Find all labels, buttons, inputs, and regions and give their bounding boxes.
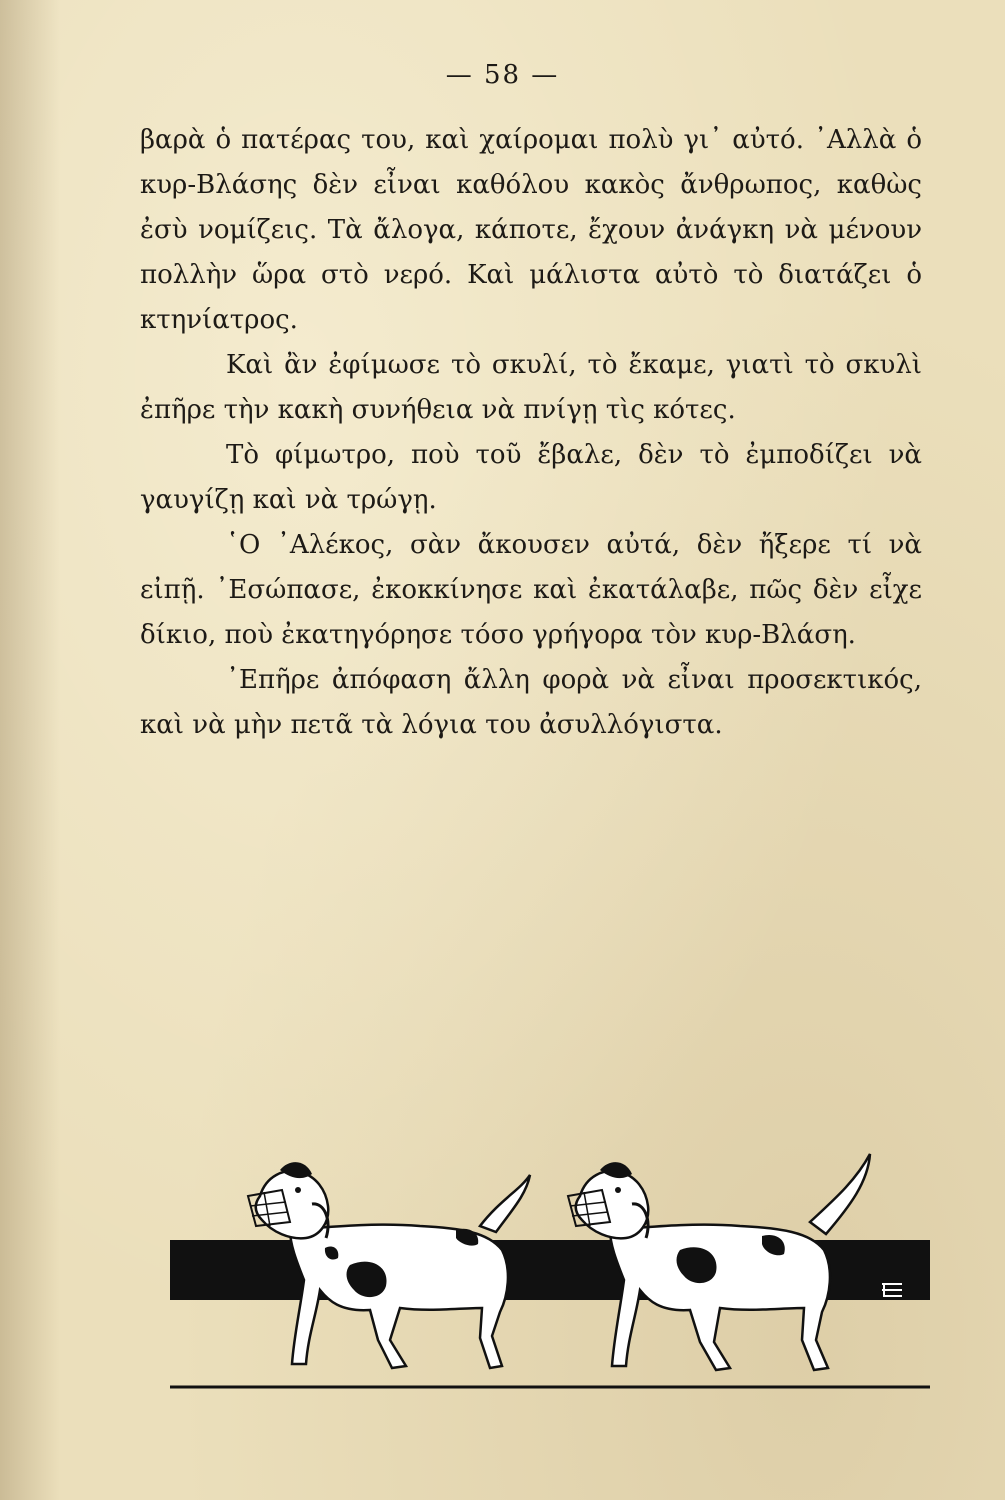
paragraph: ᾿Επῆρε ἀπόφαση ἄλλη φορὰ νὰ εἶναι προσεκτικός, καὶ νὰ μὴν πετᾶ τὰ λόγια του ἀσυλλόγιστα. [140,665,922,740]
dogs-illustration [160,1140,940,1400]
body-text [140,118,922,748]
paragraph: ῾Ο ᾿Αλέκος, σὰν ἄκουσεν αὐτά, δὲν ἤξερε τί νὰ εἰπῇ. ᾿Εσώπασε, ἐκοκκίνησε καὶ ἐκατάλαβε, πῶς δὲν εἶχε δίκιο, ποὺ ἐκατηγόρησε τόσο γρήγορα τὸν κυρ-Βλάση. [140,530,922,650]
page-number: — 58 — [445,60,560,90]
paragraph: βαρὰ ὁ πατέρας του, καὶ χαίρομαι πολὺ γι᾽ αὐτό. ᾿Αλλὰ ὁ κυρ-Βλάσης δὲν εἶναι καθόλου κακὸς ἄνθρωπος, καθὼς ἐσὺ νομίζεις. Τὰ ἄλογα, κάποτε, ἔχουν ἀνάγκη νὰ μένουν πολλὴν ὥρα στὸ νερό. Καὶ μάλιστα αὐτὸ τὸ διατάζει ὁ κτηνίατρος. [140,125,922,335]
paragraph: Τὸ φίμωτρο, ποὺ τοῦ ἔβαλε, δὲν τὸ ἐμποδίζει νὰ γαυγίζῃ καὶ νὰ τρώγῃ. [140,440,922,515]
page-gutter-shadow [0,0,60,1500]
paragraph: Καὶ ἂν ἐφίμωσε τὸ σκυλί, τὸ ἔκαμε, γιατὶ τὸ σκυλὶ ἐπῆρε τὴν κακὴ συνήθεια νὰ πνίγῃ τὶς κότες. [140,350,922,425]
